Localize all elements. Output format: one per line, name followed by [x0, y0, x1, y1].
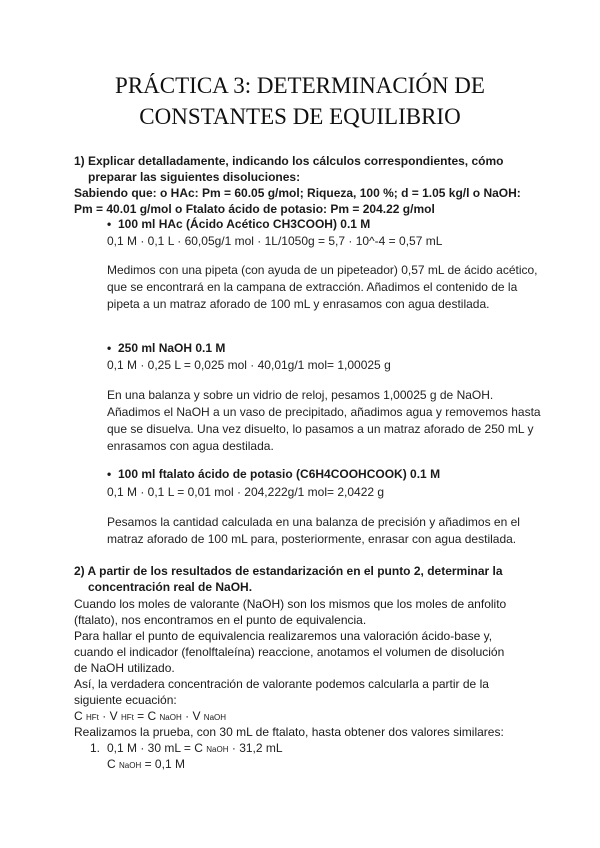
bullet-icon: •	[107, 467, 112, 481]
q1-heading	[74, 153, 544, 217]
q2-paragraph-4: Realizamos la prueba, con 30 mL de ftalato, hasta obtener dos valores similares:	[74, 725, 504, 739]
q1-item-1-calc: 0,1 M · 0,1 L · 60,05g/1 mol · 1L/1050g = 5,7 · 10^-4 = 0,57 mL	[107, 234, 443, 248]
list-item-1-result: C NaOH = 0,1 M	[107, 757, 185, 771]
q1-given-line-2: Pm = 40.01 g/mol o Ftalato ácido de potasio: Pm = 204.22 g/mol	[74, 202, 435, 216]
q1-item-2-calc: 0,1 M · 0,25 L = 0,025 mol · 40,01g/1 mol= 1,00025 g	[107, 358, 391, 372]
q1-item-2-text: En una balanza y sobre un vidrio de reloj, pesamos 1,00025 g de NaOH. Añadimos el NaOH a un vaso de precipitado, añadimos agua y removemos hasta que se disuelva. Una vez disuelto, lo pasamos a un matraz aforado de 250 mL y enrasamos con agua destilada.	[107, 388, 541, 453]
q2-paragraph-3: Así, la verdadera concentración de valorante podemos calcularla a partir de la siguiente ecuación:	[74, 677, 489, 707]
q1-item-2-heading: • 250 ml NaOH 0.1 M	[107, 341, 226, 355]
q1-heading-line-1: 1) Explicar detalladamente, indicando los cálculos correspondientes, cómo	[74, 154, 504, 168]
q1-item-3-heading: • 100 ml ftalato ácido de potasio (C6H4COOHCOOK) 0.1 M	[107, 467, 441, 481]
q2-equation: C HFt · V HFt = C NaOH · V NaOH	[74, 709, 227, 723]
list-item-1-calc: 0,1 M · 30 mL = C NaOH · 31,2 mL	[107, 741, 283, 755]
q1-item-1-text: Medimos con una pipeta (con ayuda de un pipeteador) 0,57 mL de ácido acético, que se encontrará en la campana de extracción. Añadimos el contenido de la pipeta a un matraz aforado de 100 mL y enrasamos con agua destilada.	[107, 263, 538, 311]
q1-item-3-calc: 0,1 M · 0,1 L = 0,01 mol · 204,222g/1 mol= 2,0422 g	[107, 485, 385, 499]
q2-heading	[74, 563, 544, 595]
title-line-2: CONSTANTES DE EQUILIBRIO	[139, 104, 461, 129]
list-item-number: 1.	[90, 741, 101, 755]
q1-item-3-text: Pesamos la cantidad calculada en una balanza de precisión y añadimos en el matraz aforado de 100 mL para, posteriormente, enrasar con agua destilada.	[107, 515, 520, 546]
q1-item-1-heading: • 100 ml HAc (Ácido Acético CH3COOH) 0.1 M	[107, 217, 371, 231]
bullet-icon: •	[107, 341, 112, 355]
q2-paragraph-1: Cuando los moles de valorante (NaOH) son los mismos que los moles de anfolito (ftalato), nos encontramos en el punto de equivalencia.	[74, 597, 507, 627]
q1-heading-line-2: preparar las siguientes disoluciones:	[88, 170, 301, 184]
q2-heading-line-1: 2) A partir de los resultados de estandarización en el punto 2, determinar la	[74, 564, 503, 578]
bullet-icon: •	[107, 217, 112, 231]
q2-paragraph-2: Para hallar el punto de equivalencia realizaremos una valoración ácido-base y, cuando el indicador (fenolftaleína) reaccione, anotamos el volumen de disolución de NaOH utilizado.	[74, 629, 505, 675]
title-line-1: PRÁCTICA 3: DETERMINACIÓN DE	[115, 73, 485, 98]
page-title	[0, 70, 600, 132]
q1-given-line-1: Sabiendo que: o HAc: Pm = 60.05 g/mol; Riqueza, 100 %; d = 1.05 kg/l o NaOH:	[74, 186, 521, 200]
q2-heading-line-2: concentración real de NaOH.	[88, 580, 253, 594]
